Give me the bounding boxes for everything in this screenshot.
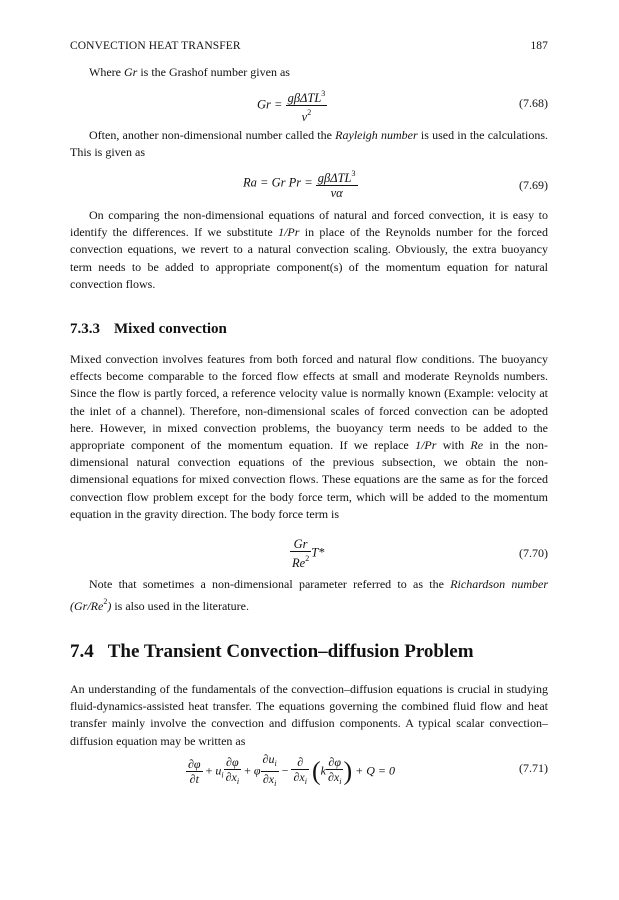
equation-7-68: Gr = $\frac{g\beta\Delta TL^3}{\nu^2}$: [257, 89, 326, 124]
paragraph-mixed-convection: Mixed convection involves features from both forced and natural flow conditions. The buoyancy effects become comparable to the forced flow effects at small and moderate Reynolds numbers. Since the flow is partly forced, a reference velocity value is normally known (Example: velocity at the inlet of a channel). Therefore, non-dimensional scales of forced convection can be adopted here. However, in mixed convection problems, the buoyancy term needs to be added to the appropriate component of the momentum equation. If we replace 1/Pr with Re in the non-dimensional natural convection equations of the previous subsection, we obtain the non-dimensional equations for mixed convection flows. These equations are the same as for the forced convection flow problem except for the body force term, which will be added to the momentum equation in the gravity direction. The body force term is: [70, 352, 548, 521]
section-heading-7-4: 7.4 The Transient Convection–diffusion Problem: [70, 641, 474, 662]
equation-label-7-70: (7.70): [519, 546, 548, 560]
equation-label-7-69: (7.69): [519, 178, 548, 192]
paragraph-richardson: Note that sometimes a non-dimensional parameter referred to as the Richardson number (Gr/Re$^2$) is also used in the literature.: [70, 577, 549, 614]
section-heading-7-3-3: 7.3.3 Mixed convection: [70, 321, 227, 337]
paragraph-grashof-intro: Where Gr is the Grashof number given as: [89, 65, 290, 79]
page-number: 187: [530, 40, 548, 52]
running-head: [70, 40, 548, 52]
equation-7-71: $\frac{\partial\varphi}{\partial t}$ + $u_i$ $\frac{\partial\varphi}{\partial x_i}$ + φ $\frac{\partial u_i}{\partial x_i}$ − $\frac{\partial}{\partial x_i}$ (k $\frac{\partial\varphi}{\partial x_i}$ ) + Q = 0: [186, 752, 395, 791]
richardson-term: Richardson number: [450, 577, 549, 591]
equation-7-69: Ra = Gr Pr = $\frac{g\beta\Delta TL^3}{\nu\alpha}$: [243, 169, 356, 200]
paragraph-comparison: On comparing the non-dimensional equations of natural and forced convection, it is easy to identify the differences. If we substitute 1/Pr in place of the Reynolds number for the forced convection equations, we revert to a natural convection scaling. Obviously, the extra buoyancy term needs to be added to appropriate component(s) of the momentum equation for natural convection flows.: [70, 208, 548, 291]
grashof-symbol: Gr: [123, 65, 138, 79]
rayleigh-term: Rayleigh number: [335, 128, 418, 142]
equation-label-7-71: (7.71): [519, 761, 548, 775]
paragraph-rayleigh-intro: Often, another non-dimensional number called the Rayleigh number is used in the calculations. This is given as: [70, 128, 549, 160]
equation-label-7-68: (7.68): [519, 96, 548, 110]
equation-7-70: $\frac{Gr}{Re^2}$ T*: [292, 537, 325, 570]
inverse-prandtl: 1/Pr: [278, 225, 300, 240]
running-head-title: CONVECTION HEAT TRANSFER: [70, 40, 241, 52]
paragraph-convection-diffusion: An understanding of the fundamentals of the convection–diffusion equations is crucial in studying fluid-dynamics-assisted heat transfer. The equations governing the combined fluid flow and heat transfer mainly involve the convection and diffusion components. A typical scalar convection–diffusion equation may be written as: [70, 682, 548, 748]
